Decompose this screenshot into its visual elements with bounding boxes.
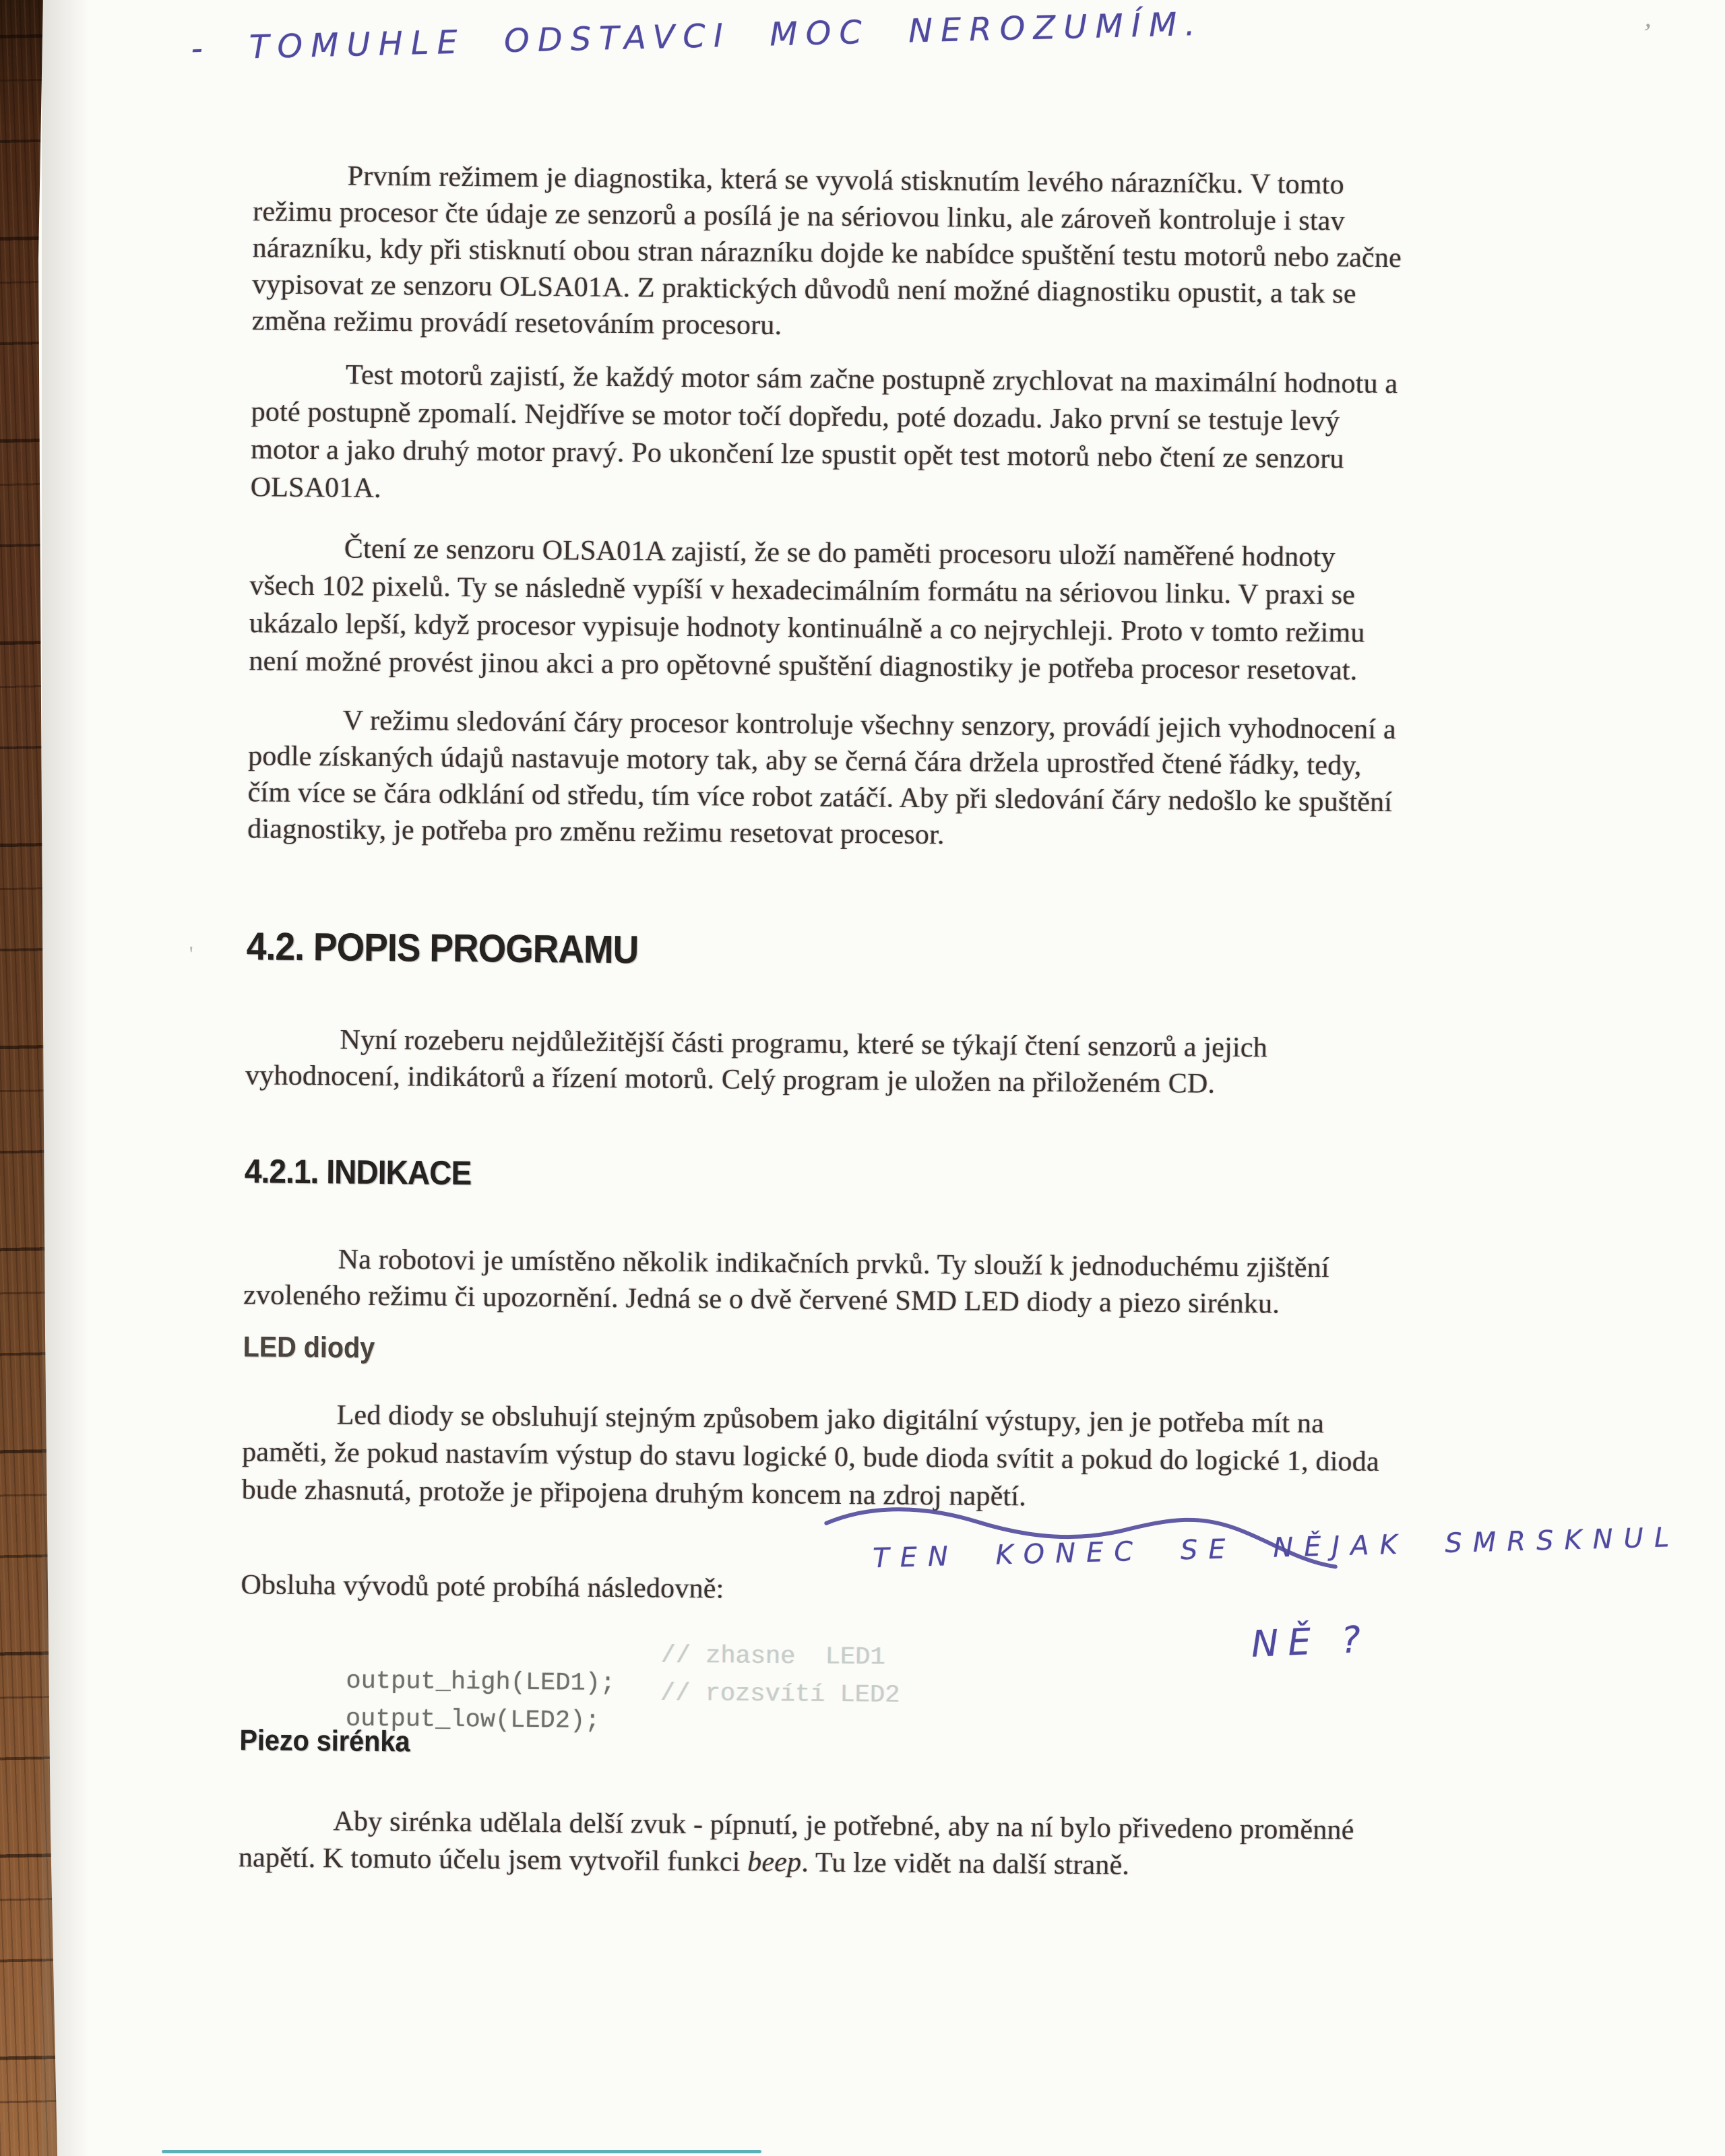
text-segment: napětí. K tomuto účelu jsem vytvořil funkci: [238, 1842, 748, 1878]
text-line: Aby sirénka udělala delší zvuk - pípnutí, je potřebné, aby na ní bylo přivedeno proměnné: [333, 1806, 1354, 1846]
scan-speck-top-right: ’: [1638, 18, 1654, 50]
text-line: V režimu sledování čáry procesor kontroluje všechny senzory, provádí jejich vyhodnocení a: [342, 705, 1396, 746]
text-line: zvoleného režimu či upozornění. Jedná se o dvě červené SMD LED diody a piezo sirénku.: [243, 1279, 1280, 1320]
text-line: nárazníku, kdy při stisknutí obou stran nárazníku dojde ke nabídce spuštění testu motorů nebo začne: [252, 232, 1402, 274]
text-line: motor a jako druhý motor pravý. Po ukončení lze spustit opět test motorů nebo čtení ze senzoru: [250, 434, 1344, 475]
paragraph-piezo: [239, 1802, 1354, 1886]
code-statement: output_low(LED2);: [345, 1705, 600, 1736]
text-line: vypisovat ze senzoru OLSA01A. Z praktických důvodů není možné diagnostiku opustit, a tak se: [252, 269, 1356, 310]
code-statement: output_high(LED1);: [346, 1667, 616, 1699]
text-line: změna režimu provádí resetováním procesoru.: [251, 305, 782, 342]
text-line: bude zhasnutá, protože je připojena druhým koncem na zdroj napětí.: [241, 1474, 1027, 1513]
text-line: Čtení ze senzoru OLSA01A zajistí, že se do paměti procesoru uloží naměřené hodnoty: [344, 533, 1336, 573]
paragraph-sledovani-cary: [247, 701, 1396, 857]
text-line: OLSA01A.: [250, 472, 382, 504]
text-line: není možné provést jinou akci a pro opětovné spuštění diagnostiky je potřeba procesor resetovat.: [249, 645, 1358, 687]
text-segment: . Tu lze vidět na další straně.: [801, 1847, 1130, 1881]
handwritten-margin-note-line2: NĚ ?: [1250, 1618, 1371, 1666]
paragraph-popis-intro: [245, 1021, 1267, 1102]
code-comment: // zhasne LED1: [660, 1641, 885, 1672]
text-line: vyhodnocení, indikátorů a řízení motorů. Celý program je uložen na přiloženém CD.: [245, 1060, 1216, 1100]
text-line: čím více se čára odklání od středu, tím více robot zatáčí. Aby při sledování čáry nedošlo ke spuštění: [247, 777, 1393, 819]
code-intro-label: Obsluha vývodů poté probíhá následovně:: [241, 1569, 724, 1605]
code-comment: // rozsvítí LED2: [660, 1679, 900, 1710]
scan-artifact-line: [162, 2150, 761, 2153]
text-line: všech 102 pixelů. Ty se následně vypíší v hexadecimálním formátu na sériovou linku. V praxi se: [249, 570, 1356, 611]
text-line: Led diody se obsluhují stejným způsobem jako digitální výstupy, jen je potřeba mít na: [336, 1399, 1325, 1440]
subheading-piezo-sirenka: Piezo sirénka: [239, 1724, 410, 1758]
text-line: poté postupně zpomalí. Nejdříve se motor točí dopředu, poté dozadu. Jako první se testuje levý: [251, 396, 1340, 437]
handwritten-top-note: - TOMUHLE ODSTAVCI MOC NEROZUMÍM.: [190, 5, 1204, 68]
function-name-beep: beep: [747, 1846, 802, 1878]
text-line: diagnostiky, je potřeba pro změnu režimu resetovat procesor.: [247, 813, 945, 851]
text-line: Prvním režimem je diagnostika, která se vyvolá stisknutím levého nárazníčku. V tomto: [347, 160, 1344, 201]
text-line: podle získaných údajů nastavuje motory tak, aby se černá čára držela uprostřed čtené řádky, tedy,: [248, 740, 1362, 782]
handwritten-margin-note-line1: TEN KONEC SE NĚJAK SMRSKNUL: [872, 1521, 1681, 1575]
text-line: ukázalo lepší, když procesor vypisuje hodnoty kontinuálně a co nejrychleji. Proto v tomto režimu: [249, 608, 1365, 649]
subheading-led-diody: LED diody: [243, 1331, 375, 1364]
paragraph-test-motoru: [250, 355, 1398, 516]
paragraph-diagnostika: [252, 157, 1402, 349]
text-line: paměti, že pokud nastavím výstup do stavu logické 0, bude dioda svítit a pokud do logické 1, dioda: [242, 1436, 1379, 1478]
paragraph-indikace-intro: [243, 1240, 1329, 1323]
text-line: Test motorů zajistí, že každý motor sám začne postupně zrychlovat na maximální hodnotu a: [345, 359, 1398, 400]
text-line: Nyní rozeberu nejdůležitější části programu, které se týkají čtení senzorů a jejich: [340, 1024, 1268, 1064]
section-heading-popis-programu: 4.2. POPIS PROGRAMU: [246, 924, 639, 972]
scan-speck-heading-margin: ': [189, 942, 193, 968]
paragraph-cteni-senzoru: [249, 529, 1366, 689]
section-heading-indikace: 4.2.1. INDIKACE: [244, 1152, 472, 1193]
text-line: režimu procesor čte údaje ze senzorů a posílá je na sériovou linku, ale zároveň kontroluje i stav: [253, 196, 1346, 237]
text-line: Na robotovi je umístěno několik indikačních prvků. Ty slouží k jednoduchému zjištění: [338, 1244, 1330, 1284]
